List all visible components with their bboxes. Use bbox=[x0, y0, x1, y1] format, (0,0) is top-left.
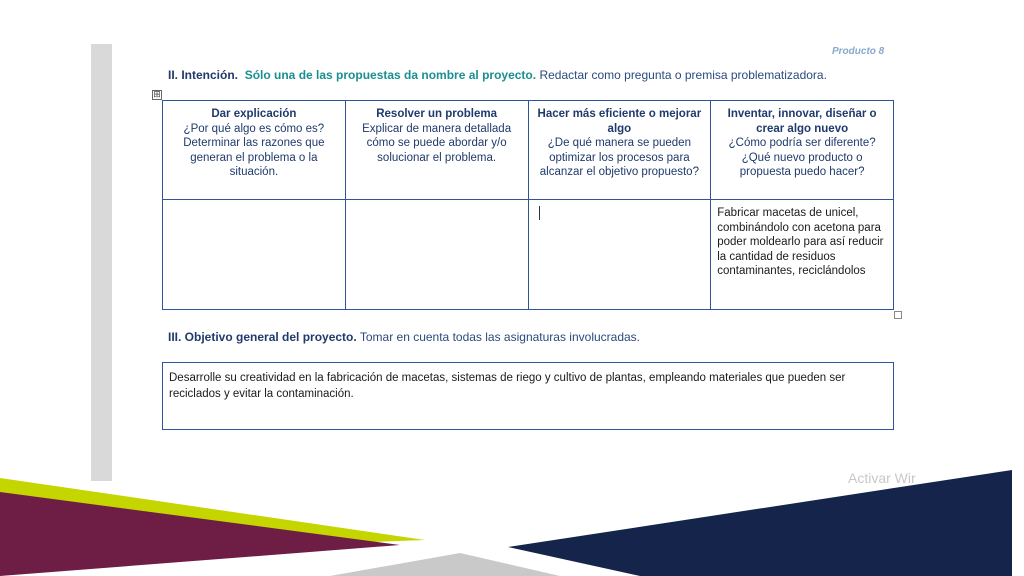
activation-watermark: Activar Wir bbox=[848, 470, 916, 486]
column-description: ¿Cómo podría ser diferente? ¿Qué nuevo producto o propuesta puedo hacer? bbox=[728, 137, 876, 178]
column-title: Resolver un problema bbox=[376, 108, 498, 120]
objective-text-box[interactable]: Desarrolle su creatividad en la fabricación de macetas, sistemas de riego y cultivo de plantas, empleando materiales que pueden ser reciclados y evitar la contaminación. bbox=[162, 362, 894, 430]
gray-band-shape bbox=[330, 553, 560, 576]
column-description: ¿Por qué algo es cómo es? Determinar las razones que generan el problema o la situación. bbox=[183, 122, 325, 178]
section-objective-number: III. Objetivo general del proyecto. bbox=[168, 330, 357, 344]
answer-cell-invent[interactable]: Fabricar macetas de unicel, combinándolo con acetona para poder moldearlo para así reducir la cantidad de residuos contaminantes, reciclándolos bbox=[711, 200, 894, 310]
table-move-handle-icon[interactable]: ⊞ bbox=[153, 90, 161, 100]
section-intention-instruction: Redactar como pregunta o premisa problematizadora. bbox=[539, 68, 827, 82]
column-title: Hacer más eficiente o mejorar algo bbox=[537, 108, 702, 135]
column-description: Explicar de manera detallada cómo se puede abordar y/o solucionar el problema. bbox=[362, 122, 512, 164]
section-intention-number: II. Intención. bbox=[168, 68, 239, 82]
section-intention-highlight: Sólo una de las propuestas da nombre al proyecto. bbox=[244, 68, 537, 82]
column-title: Inventar, innovar, diseñar o crear algo nuevo bbox=[727, 108, 877, 135]
column-title: Dar explicación bbox=[211, 108, 297, 120]
column-description: ¿De qué manera se pueden optimizar los procesos para alcanzar el objetivo propuesto? bbox=[539, 137, 699, 178]
navy-band-shape bbox=[508, 470, 1012, 576]
section-objective-instruction: Tomar en cuenta todas las asignaturas involucradas. bbox=[359, 330, 641, 344]
product-label: Producto 8 bbox=[832, 46, 885, 57]
